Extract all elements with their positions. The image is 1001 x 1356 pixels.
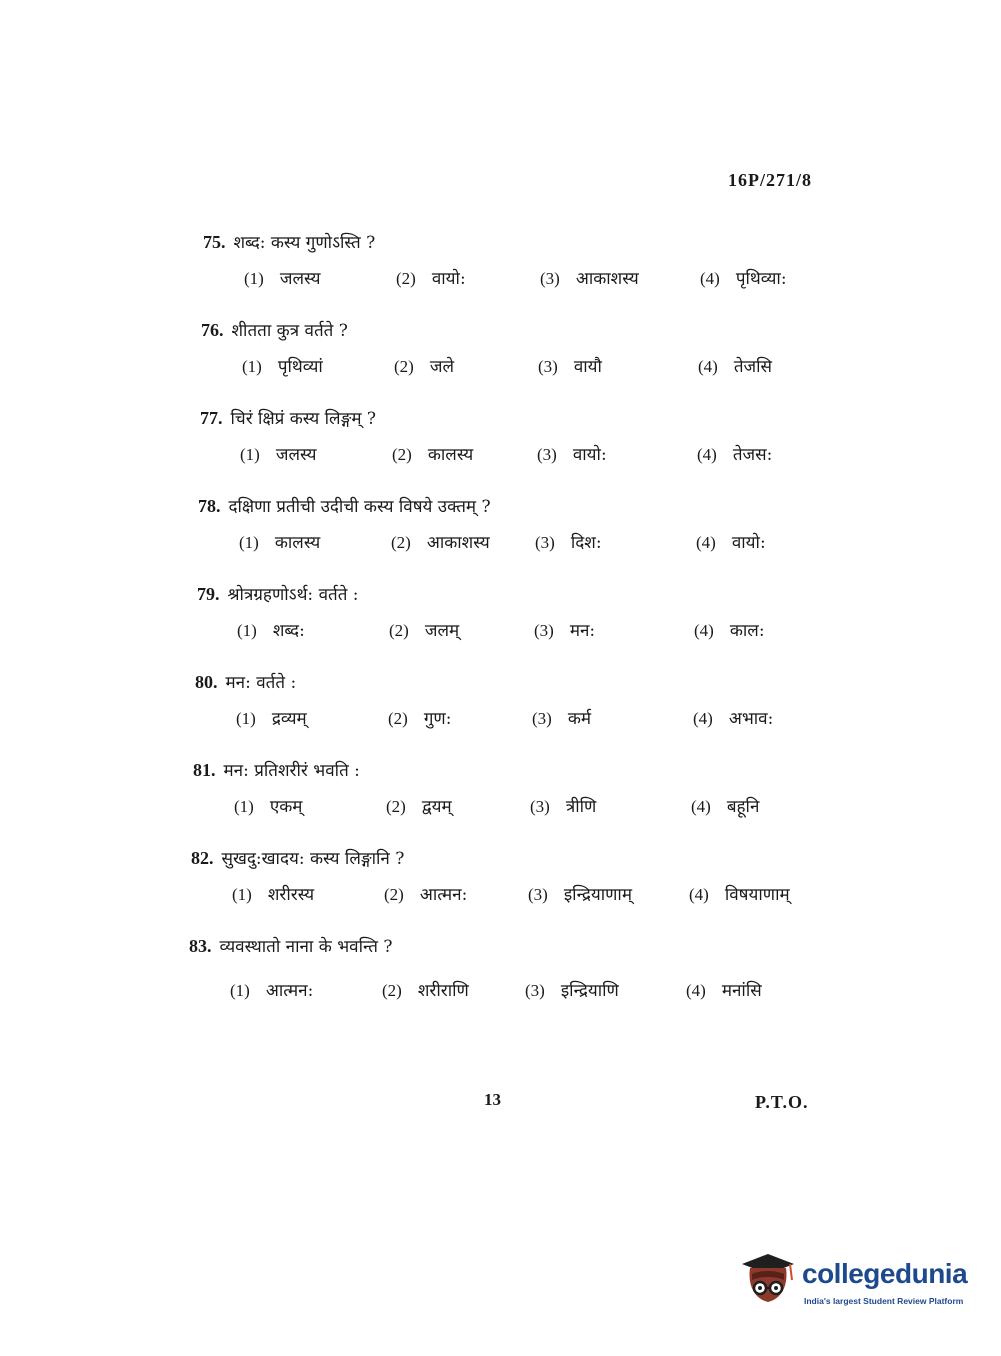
option-text: द्रव्यम् [271,709,307,729]
question-text: चिरं क्षिप्रं कस्य लिङ्गम् ? [230,409,377,429]
question-stem [200,406,376,434]
question-stem [193,758,360,786]
question-number: 77. [200,408,223,428]
option-text: कालस्य [427,445,474,465]
option-text: शरीराणि [417,981,469,1001]
option-3 [528,882,632,905]
option-number: (4) [700,269,720,288]
question-80 [0,670,1001,750]
option-3 [540,266,639,289]
option-3 [534,618,595,641]
option-2 [394,354,454,377]
option-text: वायो: [731,533,766,553]
option-2 [391,530,490,553]
question-text: श्रोत्रग्रहणोऽर्थ: वर्तते : [227,585,359,605]
option-3 [532,706,591,729]
option-text: पृथिव्या: [735,269,787,289]
option-3 [525,978,619,1001]
option-text: गुण: [423,709,452,729]
option-number: (2) [392,445,412,464]
option-number: (2) [384,885,404,904]
option-number: (2) [396,269,416,288]
option-4 [686,978,762,1001]
option-text: वायो: [431,269,466,289]
option-1 [236,706,307,729]
option-1 [232,882,314,905]
option-number: (1) [236,709,256,728]
question-number: 75. [203,232,226,252]
brand-name: collegedunia [802,1258,968,1289]
option-number: (2) [386,797,406,816]
question-number: 76. [201,320,224,340]
option-number: (1) [237,621,257,640]
option-number: (2) [382,981,402,1000]
question-stem [203,230,375,258]
option-4 [700,266,787,289]
option-text: तेजस: [732,445,773,465]
option-4 [694,618,765,641]
question-text: सुखदु:खादय: कस्य लिङ्गानि ? [221,849,405,869]
option-text: बहूनि [726,797,760,817]
option-2 [388,706,451,729]
question-78 [0,494,1001,574]
question-75 [0,230,1001,310]
option-4 [698,354,772,377]
question-number: 81. [193,760,216,780]
option-number: (4) [693,709,713,728]
question-81 [0,758,1001,838]
question-number: 79. [197,584,220,604]
option-number: (1) [230,981,250,1000]
option-text: कर्म [567,709,592,729]
student-mascot-icon [738,1250,798,1310]
option-4 [697,442,772,465]
option-3 [538,354,602,377]
question-stem [198,494,491,522]
option-number: (4) [697,445,717,464]
option-text: आत्मन: [419,885,468,905]
option-2 [396,266,466,289]
option-2 [386,794,452,817]
option-text: इन्द्रियाणि [560,981,619,1001]
question-stem [201,318,348,346]
option-number: (4) [691,797,711,816]
option-number: (1) [244,269,264,288]
option-4 [691,794,759,817]
option-4 [696,530,766,553]
option-text: आकाशस्य [426,533,490,553]
question-stem [197,582,359,610]
option-text: शरीरस्य [267,885,315,905]
question-text: मन: वर्तते : [225,673,297,693]
option-text: मन: [569,621,596,641]
question-text: दक्षिणा प्रतीची उदीची कस्य विषये उक्तम् ? [228,497,491,517]
option-number: (4) [694,621,714,640]
question-82 [0,846,1001,926]
option-text: कालस्य [274,533,321,553]
option-text: पृथिव्यां [277,357,323,377]
question-77 [0,406,1001,486]
question-number: 83. [189,936,212,956]
option-text: तेजसि [733,357,773,377]
option-3 [530,794,596,817]
option-number: (3) [540,269,560,288]
option-1 [230,978,313,1001]
question-number: 78. [198,496,221,516]
option-text: वायौ [573,357,602,377]
option-text: जले [429,357,454,377]
brand-tagline: India's largest Student Review Platform [804,1296,964,1306]
option-text: आकाशस्य [575,269,639,289]
option-number: (4) [686,981,706,1000]
option-number: (1) [242,357,262,376]
question-stem [195,670,296,698]
option-number: (3) [534,621,554,640]
option-number: (4) [698,357,718,376]
option-text: एकम् [269,797,303,817]
option-number: (1) [240,445,260,464]
option-number: (3) [535,533,555,552]
option-2 [389,618,459,641]
collegedunia-watermark [738,1250,978,1320]
option-text: मनांसि [721,981,762,1001]
option-number: (3) [532,709,552,728]
question-83 [0,934,1001,1014]
option-text: द्वयम् [421,797,452,817]
option-1 [240,442,316,465]
question-76 [0,318,1001,398]
option-number: (3) [525,981,545,1000]
pto-label: P.T.O. [755,1092,809,1112]
option-4 [693,706,773,729]
option-number: (3) [530,797,550,816]
page-number: 13 [484,1090,501,1109]
option-3 [537,442,607,465]
option-number: (3) [537,445,557,464]
question-79 [0,582,1001,662]
option-text: विषयाणाम् [724,885,790,905]
question-text: शब्द: कस्य गुणोऽस्ति ? [233,233,376,253]
option-1 [244,266,320,289]
option-text: जलस्य [279,269,321,289]
question-number: 82. [191,848,214,868]
option-4 [689,882,790,905]
option-text: त्रीणि [565,797,597,817]
option-number: (1) [234,797,254,816]
option-number: (1) [232,885,252,904]
option-1 [237,618,305,641]
option-text: शब्द: [272,621,305,641]
question-stem [189,934,392,962]
option-number: (3) [528,885,548,904]
question-number: 80. [195,672,218,692]
paper-code: 16P/271/8 [728,170,812,190]
option-number: (2) [388,709,408,728]
option-2 [382,978,469,1001]
option-text: दिश: [570,533,602,553]
option-1 [239,530,320,553]
option-text: जलम् [424,621,460,641]
option-number: (2) [389,621,409,640]
option-number: (2) [394,357,414,376]
option-number: (1) [239,533,259,552]
option-text: वायो: [572,445,607,465]
option-2 [392,442,473,465]
question-stem [191,846,404,874]
option-text: काल: [729,621,765,641]
option-number: (3) [538,357,558,376]
option-3 [535,530,602,553]
question-text: व्यवस्थातो नाना के भवन्ति ? [219,937,393,957]
option-text: जलस्य [275,445,317,465]
question-text: मन: प्रतिशरीरं भवति : [223,761,360,781]
option-number: (4) [696,533,716,552]
option-number: (2) [391,533,411,552]
option-text: अभाव: [728,709,774,729]
question-text: शीतता कुत्र वर्तते ? [231,321,348,341]
option-text: इन्द्रियाणाम् [563,885,632,905]
option-number: (4) [689,885,709,904]
option-2 [384,882,467,905]
option-1 [242,354,323,377]
option-1 [234,794,302,817]
option-text: आत्मन: [265,981,314,1001]
